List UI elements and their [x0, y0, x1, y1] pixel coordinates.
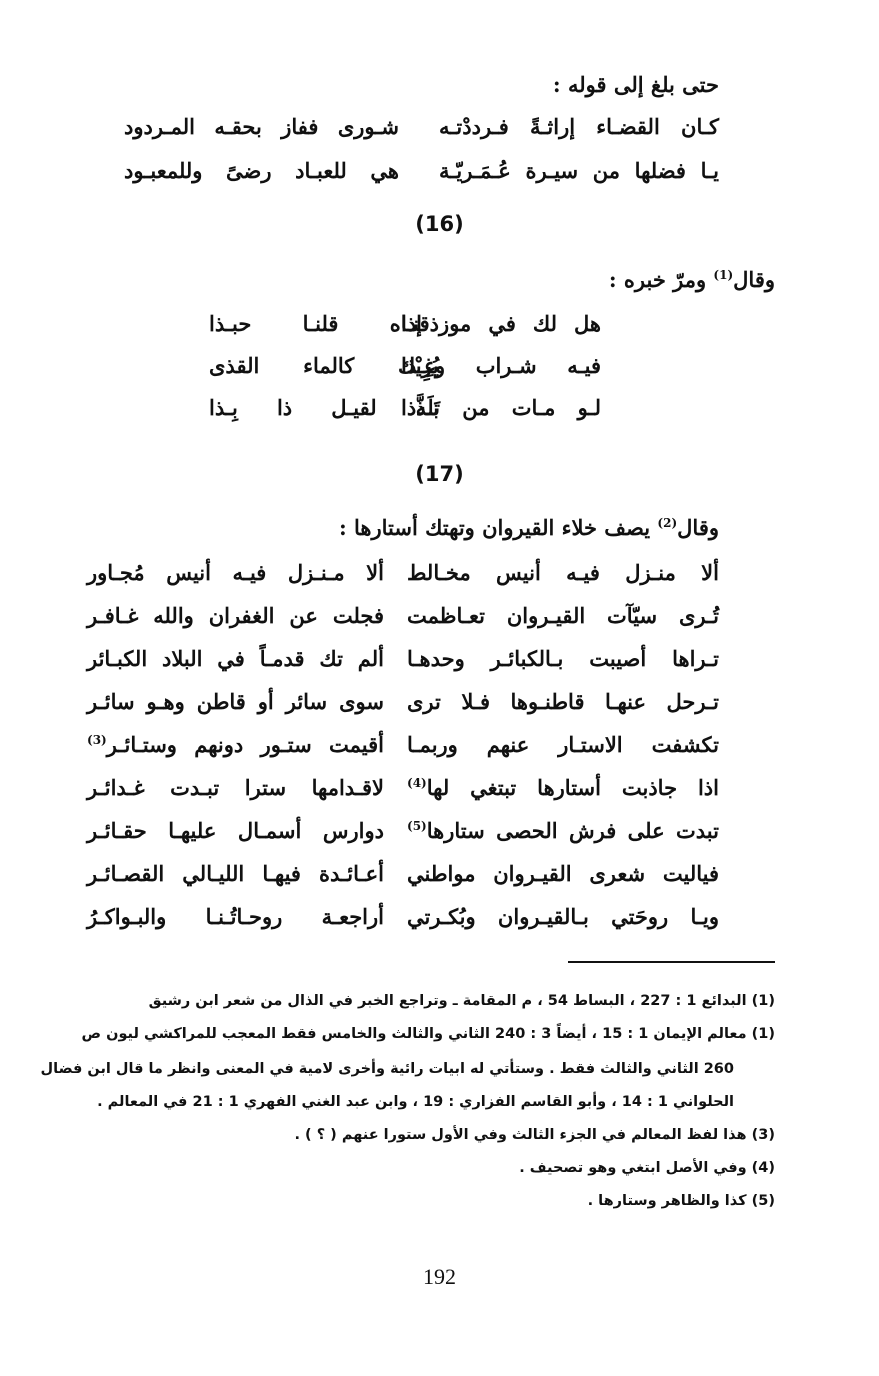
footnote-line: (3) هذا لفظ المعالم في الجزء الثالث وفي الأول ستورا عنهم ( ؟ ) . [294, 1127, 775, 1143]
verse-line [0, 605, 879, 635]
first-hemistich-text: ويـا روحَتي بـالقيـروان وبُكـرتي [407, 904, 719, 929]
second-hemistich [124, 116, 399, 137]
first-hemistich [407, 562, 719, 583]
footnote-divider [568, 961, 775, 963]
first-hemistich [407, 777, 719, 798]
intro-2-rest: ومرّ خبره : [608, 267, 714, 292]
footnote-line: (5) كذا والظاهر وستارها . [587, 1193, 775, 1209]
second-hemistich [87, 906, 384, 927]
first-hemistich-text: تبدت على فرش الحصى ستارها [426, 818, 719, 843]
page-number: 192 [423, 1264, 456, 1289]
second-hemistich-text: شـورى ففاز بحقـه المـردود [124, 114, 399, 139]
second-hemistich [87, 648, 384, 669]
footnote-line: 260 الثاني والثالث فقط . وستأتي له ابيات رائية وأخرى لامية في المعنى وانظر ما قال ابن فضال [40, 1061, 734, 1077]
second-hemistich-text: لاقـدامها سترا تبـدت غـدائـر [87, 775, 384, 800]
intro-line-2 [135, 267, 775, 292]
second-hemistich-text: سوى سائر أو قاطن وهـو سائـر [87, 689, 384, 714]
verse-line [0, 355, 879, 385]
second-hemistich [87, 777, 384, 798]
first-hemistich [407, 820, 719, 841]
verse-line [0, 648, 879, 678]
second-hemistich [209, 355, 439, 376]
second-hemistich-text: بـه لقيـل ذا بِـذا [209, 395, 439, 420]
first-hemistich-text: ألا منـزل فيـه أنيس مخـالط [407, 560, 719, 585]
verse-line [0, 820, 879, 850]
first-hemistich-text: فياليت شعرى القيـروان مواطني [407, 861, 719, 886]
first-hemistich [407, 906, 719, 927]
intro-3-word: وقال [677, 515, 719, 540]
first-hemistich [407, 863, 719, 884]
footnote-line: الحلواني 1 : 14 ، وأبو القاسم الفزاري : 19 ، وابن عبد الغني الفهري 1 : 21 في المعالم . [97, 1094, 734, 1110]
second-hemistich-text: يُرِيْك كالماء القذى [209, 353, 439, 378]
intro-line-3 [79, 515, 719, 540]
verse-line [0, 734, 879, 764]
second-hemistich [124, 160, 399, 181]
verse-line [0, 116, 879, 146]
footnote-ref: (5) [407, 819, 427, 833]
second-hemistich-text: أقيمت ستـور دونهم وستـائـر [106, 732, 384, 757]
second-hemistich-text: أعـائـدة فيهـا الليـالي القصـائـر [87, 861, 384, 886]
verse-line [0, 160, 879, 190]
second-hemistich-text: أراجعـة روحـاتُـنـا والبـواكـرُ [87, 904, 384, 929]
second-hemistich [87, 734, 384, 755]
footnote-ref: (4) [407, 776, 427, 790]
verse-line [0, 691, 879, 721]
second-hemistich [87, 562, 384, 583]
first-hemistich-text: فيـه شـراب وغِـذا [401, 353, 601, 378]
second-hemistich-text: فجلت عن الغفران والله غـافـر [87, 603, 384, 628]
verse-line [0, 397, 879, 427]
second-hemistich [87, 863, 384, 884]
intro-2-word: وقال [733, 267, 775, 292]
first-hemistich [407, 605, 719, 626]
second-hemistich-text: دوارس أسمـال عليهـا حقـائـر [87, 818, 384, 843]
first-hemistich-text: تكشفت الاستـار عنهم وربمـا [407, 732, 719, 757]
first-hemistich-text: هل لك في موز إذا [401, 311, 601, 336]
first-hemistich-text: اذا جاذبت أستارها تبتغي لها [426, 775, 719, 800]
first-hemistich-text: تـراها أصيبت بـالكبائـر وحدهـا [407, 646, 719, 671]
first-hemistich [407, 648, 719, 669]
footnote-ref: (3) [87, 733, 107, 747]
intro-3-rest: يصف خلاء القيروان وتهتك أستارها : [338, 515, 658, 540]
first-hemistich-text: تُـرى سيّآت القيـروان تعـاظمت [407, 603, 719, 628]
first-hemistich [439, 160, 719, 181]
first-hemistich [407, 734, 719, 755]
second-hemistich [87, 691, 384, 712]
footnote-ref-2: (2) [657, 516, 678, 530]
second-hemistich-text: ألم تك قدمـاً في البلاد الكبـائر [87, 646, 384, 671]
second-hemistich [209, 397, 439, 418]
first-hemistich [439, 116, 719, 137]
verse-line [0, 906, 879, 936]
first-hemistich-text: كـان القضـاء إراثـةً فـرددْتـه [439, 114, 719, 139]
footnote-ref-1: (1) [713, 268, 734, 282]
first-hemistich-text: لـو مـات من تَلَذَّذا [401, 395, 601, 420]
second-hemistich [87, 820, 384, 841]
verse-line [0, 777, 879, 807]
intro-line-1: حتى بلغ إلى قوله : [552, 72, 719, 97]
first-hemistich-text: يـا فضلها من سيـرة عُـمَـريّـة [439, 158, 719, 183]
second-hemistich-text: ألا مـنـزل فيـه أنيس مُجـاور [87, 560, 384, 585]
second-hemistich-text: هي للعبـاد رضىً وللمعبـود [124, 158, 399, 183]
section-number-16: (16) [415, 212, 464, 236]
second-hemistich-text: ذقنـاه قلنـا حبـذا [209, 311, 439, 336]
footnote-line: (1) معالم الإيمان 1 : 15 ، أيضاً 3 : 240 الثاني والثالث والخامس فقط المعجب للمراكشي ليون ص [81, 1026, 775, 1042]
verse-line [0, 313, 879, 343]
second-hemistich [87, 605, 384, 626]
first-hemistich [407, 691, 719, 712]
verse-line [0, 562, 879, 592]
section-number-17: (17) [415, 462, 464, 486]
footnote-line: (4) وفي الأصل ابتغي وهو تصحيف . [519, 1160, 775, 1176]
verse-line [0, 863, 879, 893]
second-hemistich [209, 313, 439, 334]
first-hemistich-text: تـرحل عنهـا قاطنـوها فـلا ترى [407, 689, 719, 714]
footnote-line: (1) البدائع 1 : 227 ، البساط 54 ، م المقامة ـ وتراجع الخبر في الذال من شعر ابن رشيق [148, 993, 775, 1009]
